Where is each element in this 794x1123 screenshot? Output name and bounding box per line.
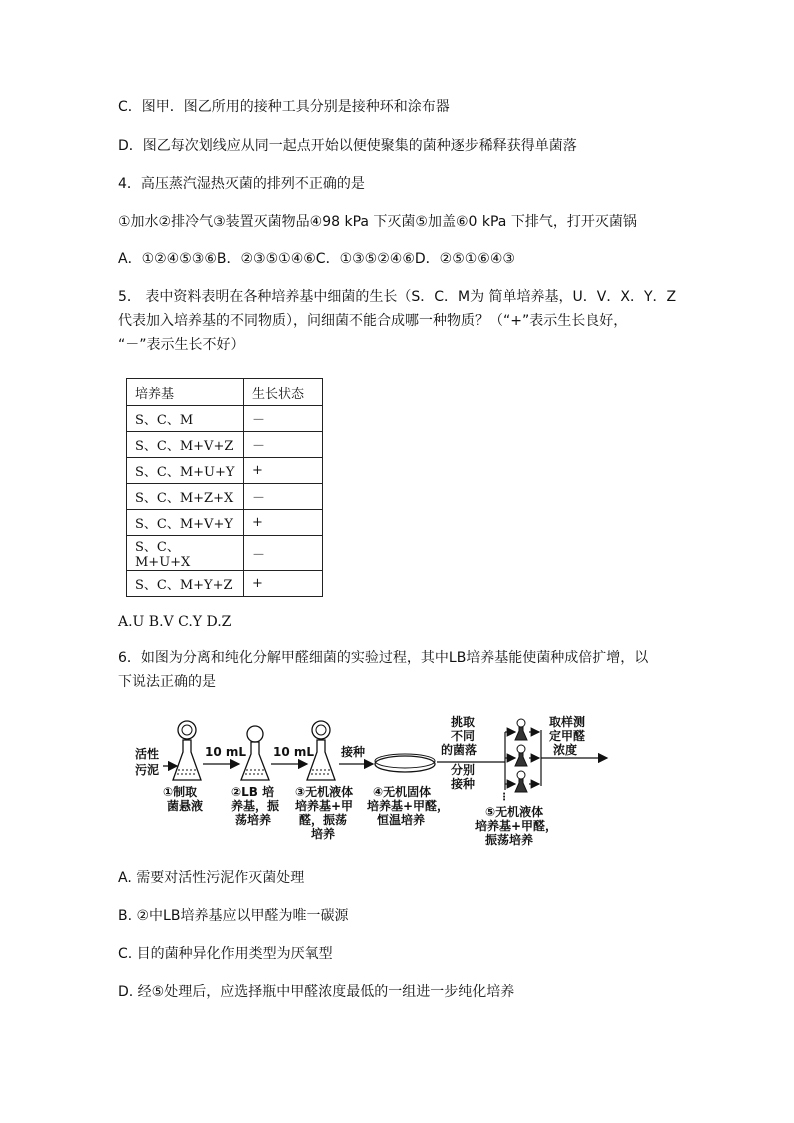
source-label: 活性 [135, 747, 160, 761]
question-5-stem-line2: 代表加入培养基的不同物质），问细菌不能合成哪一种物质？（“+”表示生长良好， [118, 313, 628, 329]
question-4-steps: ①加水②排冷气③装置灭菌物品④98 kPa 下灭菌⑤加盖⑥0 kPa 下排气，打开灭菌锅 [118, 214, 637, 230]
question-6-option-c: C. 目的菌种异化作用类型为厌氧型 [118, 946, 333, 962]
step-5-label: ⑤无机液体 [485, 805, 544, 819]
question-5-stem-line3: “－”表示生长不好） [118, 337, 245, 353]
step-1-label: 菌悬液 [167, 799, 204, 813]
step-3-label: 醛，振荡 [299, 813, 348, 827]
question-6-option-d: D. 经⑤处理后，应选择瓶中甲醛浓度最低的一组进一步纯化培养 [118, 984, 515, 1000]
measure-label: 定甲醛 [549, 729, 586, 743]
question-4-stem: 4．高压蒸汽湿热灭菌的排列不正确的是 [118, 176, 365, 192]
step-4-label: ④无机固体 [373, 785, 432, 799]
pick-colonies-label: 的菌落 [441, 743, 478, 757]
question-5-stem-line1: 5． 表中资料表明在各种培养基中细菌的生长（S．C．M为 简单培养基，U．V．X．Y．Z [118, 289, 677, 305]
table-cell-medium: S、C、M [127, 406, 244, 432]
question-4-options: A．①②④⑤③⑥B．②③⑤①④⑥C．①③⑤②④⑥D．②⑤①⑥④③ [118, 251, 515, 267]
separate-inoculate-label: 分别 [451, 763, 476, 777]
table-row [127, 536, 323, 571]
table-header-growth: 生长状态 [244, 379, 323, 406]
volume-2-label: 10 mL [273, 745, 315, 759]
table-cell-growth: － [244, 432, 323, 458]
table-cell-medium: S、C、M+V+Y [127, 510, 244, 536]
pick-colonies-label: 不同 [451, 729, 476, 743]
step-3-label: 培养 [311, 827, 336, 841]
question-6-stem-line1: 6．如图为分离和纯化分解甲醛细菌的实验过程，其中LB培养基能使菌种成倍扩增，以 [118, 650, 649, 666]
question-6-option-b: B. ②中LB培养基应以甲醛为唯一碳源 [118, 908, 349, 924]
pick-colonies-label: 挑取 [451, 715, 476, 729]
separate-inoculate-label: 接种 [451, 777, 476, 791]
table-row [127, 484, 323, 510]
table-row [127, 432, 323, 458]
table-cell-growth: + [244, 458, 323, 484]
inoculate-label: 接种 [341, 745, 366, 759]
small-flask-icon [515, 719, 527, 740]
step-5-label: 培养基+甲醛， [475, 819, 558, 833]
table-cell-growth: + [244, 510, 323, 536]
table-header-row [127, 379, 323, 406]
volume-1-label: 10 mL [205, 745, 247, 759]
step-4-label: 恒温培养 [377, 813, 426, 827]
table-row [127, 510, 323, 536]
step-3-label: 培养基+甲 [295, 799, 354, 813]
question-6-stem-line2: 下说法正确的是 [118, 674, 216, 690]
table-cell-medium: S、C、M+Y+Z [127, 571, 244, 597]
table-cell-medium: S、C、M+U+Y [127, 458, 244, 484]
measure-label: 浓度 [553, 743, 578, 757]
ellipsis-dots: ⋮ [499, 792, 509, 803]
step-5-label: 振荡培养 [485, 833, 534, 847]
source-label: 污泥 [135, 763, 160, 777]
table-cell-medium: S、C、M+Z+X [127, 484, 244, 510]
table-cell-medium: S、C、M+U+X [127, 536, 244, 571]
option-d-line: D．图乙每次划线应从同一起点开始以便使聚集的菌种逐步稀释获得单菌落 [118, 138, 577, 154]
table-header-medium: 培养基 [127, 379, 244, 406]
step-1-label: ①制取 [163, 785, 198, 799]
step-2-label: ②LB 培 [231, 785, 275, 799]
small-flask-icon [515, 771, 527, 792]
flask-icon [173, 721, 201, 780]
table-cell-growth: － [244, 536, 323, 571]
step-3-label: ③无机液体 [295, 785, 354, 799]
growth-table [126, 378, 323, 597]
option-c-line: C．图甲．图乙所用的接种工具分别是接种环和涂布器 [118, 99, 450, 115]
small-flask-icon [515, 745, 527, 766]
table-row [127, 571, 323, 597]
table-row [127, 406, 323, 432]
step-2-label: 荡培养 [235, 813, 272, 827]
petri-dish-icon [375, 754, 435, 772]
experiment-flow-diagram [135, 712, 615, 852]
table-cell-medium: S、C、M+V+Z [127, 432, 244, 458]
step-2-label: 养基，振 [231, 799, 280, 813]
question-5-options: A.U B.V C.Y D.Z [118, 614, 232, 630]
question-6-option-a: A. 需要对活性污泥作灭菌处理 [118, 870, 305, 886]
step-4-label: 培养基+甲醛， [367, 799, 450, 813]
table-cell-growth: － [244, 406, 323, 432]
table-cell-growth: － [244, 484, 323, 510]
table-row [127, 458, 323, 484]
measure-label: 取样测 [549, 715, 586, 729]
table-cell-growth: + [244, 571, 323, 597]
